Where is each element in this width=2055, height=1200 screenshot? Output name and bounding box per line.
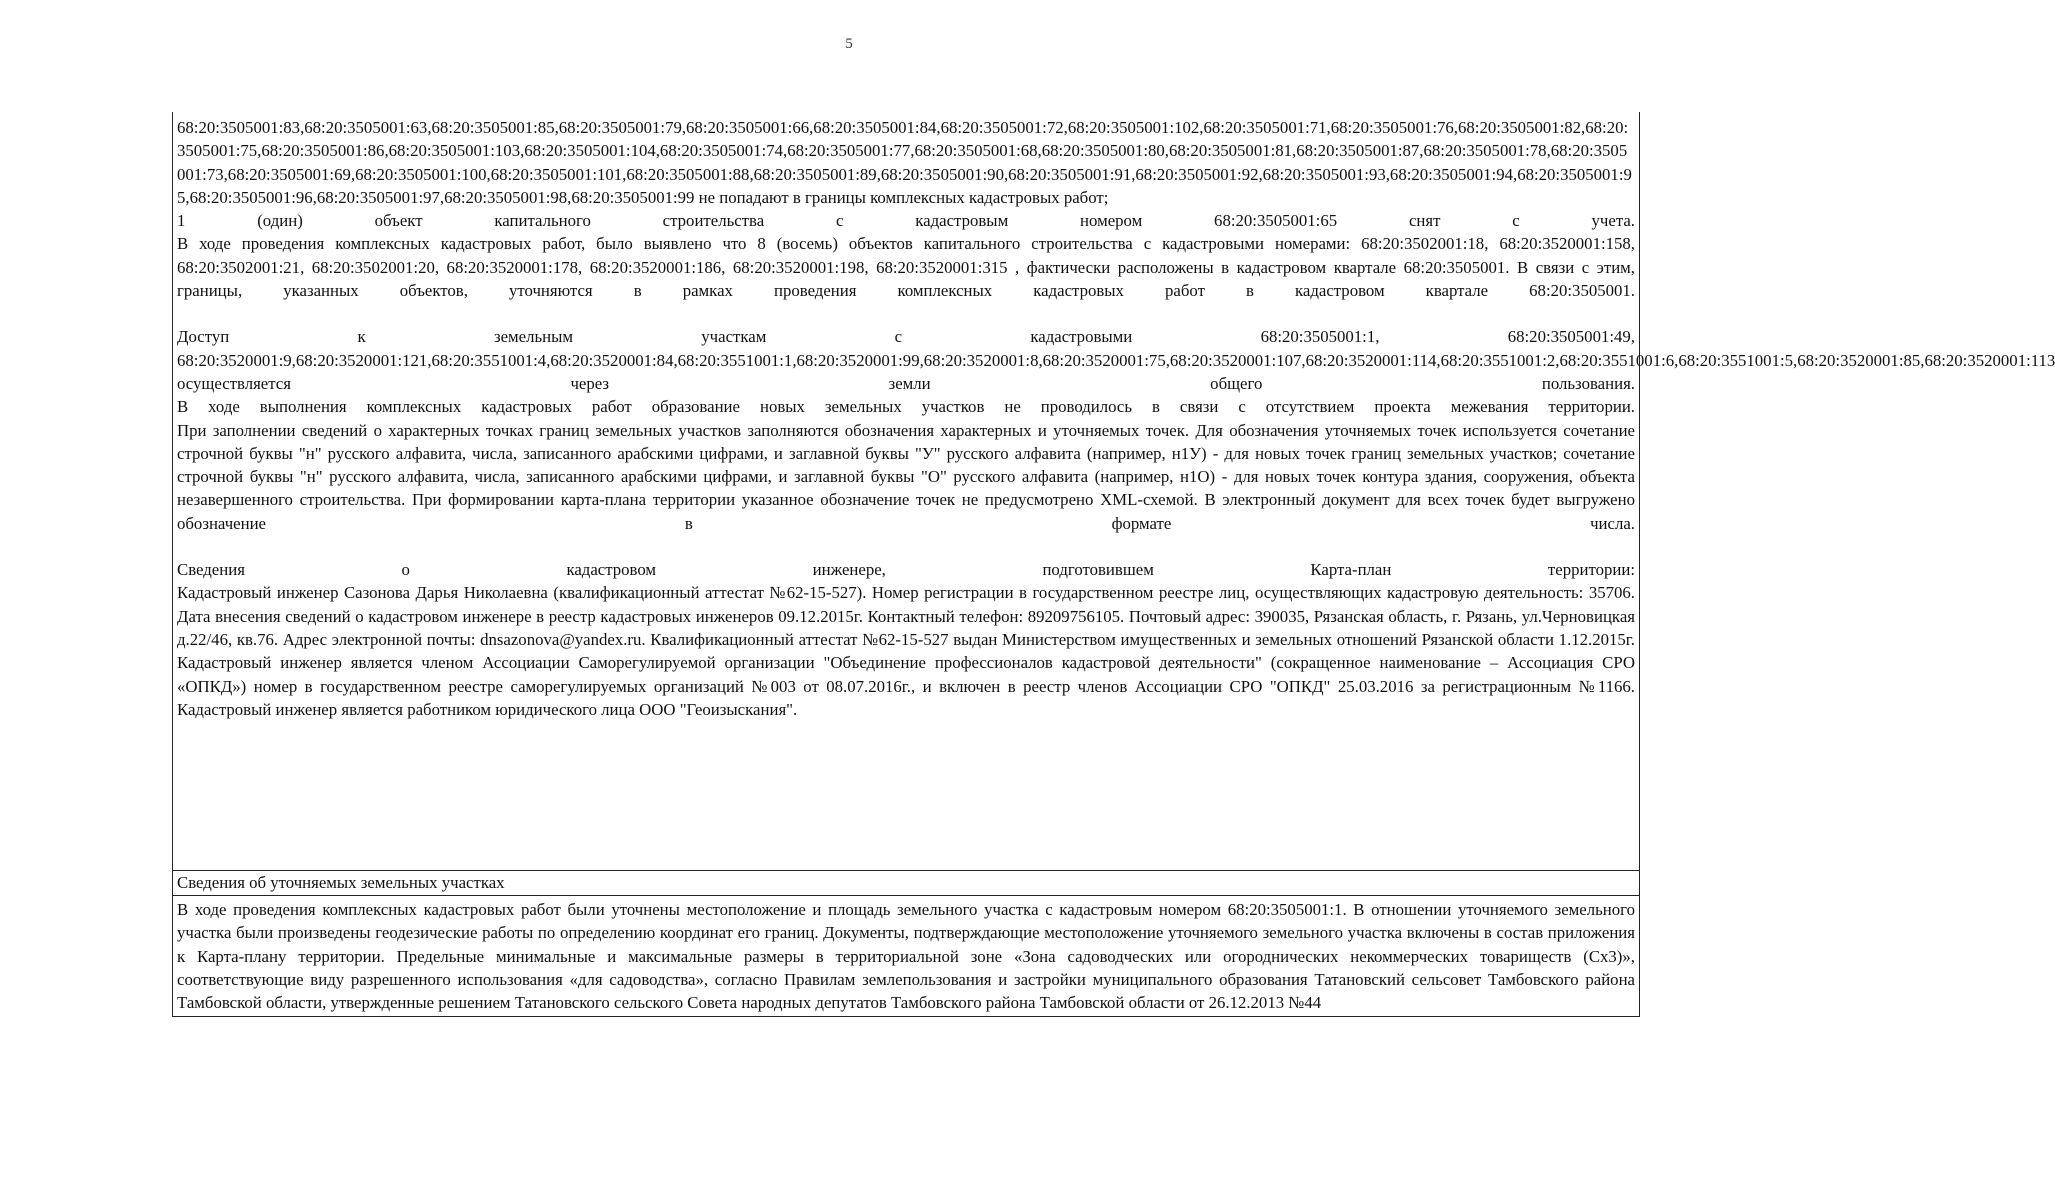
- refined-parcels-section: [173, 896, 1639, 1016]
- no-new-parcels-paragraph: В ходе выполнения комплексных кадастровых работ образование новых земельных участков не проводилось в связи с отсутствием проекта межевания территории.: [177, 397, 1635, 417]
- removed-object-paragraph: 1 (один) объект капитального строительства с кадастровым номером 68:20:3505001:65 снят с учета.: [177, 211, 1635, 231]
- access-paragraph: Доступ к земельным участкам с кадастровыми 68:20:3505001:1, 68:20:3505001:49, 68:20:3520001:9,68:20:3520001:121,68:20:3551001:4,68:20:3520001:84,68:20:3551001:1,68:20:3520001:99,68:20:3520001:8,68:20:3520001:75,68:20:3520001:107,68:20:3520001:114,68:20:3551001:2,68:20:3551001:6,68:20:3551001:5,68:20:3520001:85,68:20:3520001:113 осуществляется через земли общего пользования.: [177, 327, 2055, 393]
- engineer-heading: Сведения о кадастровом инженере, подготовившем Карта-план территории:: [177, 560, 1635, 580]
- refined-parcels-paragraph: В ходе проведения комплексных кадастровых работ были уточнены местоположение и площадь земельного участка с кадастровым номером 68:20:3505001:1. В отношении уточняемого земельного участка были произведены геодезические работы по определению координат его границ. Документы, подтверждающие местоположение уточняемого земельного участка включены в состав приложения к Карта-плану территории. Предельные минимальные и максимальные размеры в территориальной зоне «Зона садоводческих или огороднических некоммерческих товариществ (Сх3)», соответствующие виду разрешенного использования «для садоводства», согласно Правилам землепользования и застройки муниципального образования Татановский сельсовет Тамбовского района Тамбовской области, утвержденные решением Татановского сельского Совета народных депутатов Тамбовского района Тамбовской области от 26.12.2013 №44: [177, 900, 1635, 1013]
- points-notation-paragraph: При заполнении сведений о характерных точках границ земельных участков заполняются обозначения характерных и уточняемых точек. Для обозначения уточняемых точек используется сочетание строчной буквы "н" русского алфавита, числа, записанного арабскими цифрами, и заглавной буквы "У" русского алфавита (например, н1У) - для новых точек границ земельных участков; сочетание строчной буквы "н" русского алфавита, числа, записанного арабскими цифрами, и заглавной буквы "О" русского алфавита (например, н1О) - для новых точек контура здания, сооружения, объекта незавершенного строительства. При формировании карта-плана территории указанное обозначение точек не предусмотрено XML-схемой. В электронный документ для всех точек будет выгружено обозначение в формате числа.: [177, 420, 1635, 533]
- refined-parcels-title: Сведения об уточняемых земельных участках: [173, 870, 1639, 896]
- identified-objects-paragraph: В ходе проведения комплексных кадастровых работ, было выявлено что 8 (восемь) объектов капитального строительства с кадастровыми номерами: 68:20:3502001:18, 68:20:3520001:158, 68:20:3502001:21, 68:20:3502001:20, 68:20:3520001:178, 68:20:3520001:186, 68:20:3520001:198, 68:20:3520001:315 , фактически расположены в кадастровом квартале 68:20:3505001. В связи с этим, границы, указанных объектов, уточняются в рамках проведения комплексных кадастровых работ в кадастровом квартале 68:20:3505001.: [177, 234, 1635, 301]
- engineer-details-paragraph: Кадастровый инженер Сазонова Дарья Николаевна (квалификационный аттестат №62-15-527). Номер регистрации в государственном реестре лиц, осуществляющих кадастровую деятельность: 35706. Дата внесения сведений о кадастровом инженере в реестр кадастровых инженеров 09.12.2015г. Контактный телефон: 89209756105. Почтовый адрес: 390035, Рязанская область, г. Рязань, ул.Черновицкая д.22/46, кв.76. Адрес электронной почты: dnsazonova@yandex.ru. Квалификационный аттестат №62-15-527 выдан Министерством имущественных и земельных отношений Рязанской области 1.12.2015г. Кадастровый инженер является членом Ассоциации Саморегулируемой организации "Объединение профессионалов кадастровой деятельности" (сокращенное наименование – Ассоциация СРО «ОПКД») номер в государственном реестре саморегулируемых организаций №003 от 08.07.2016г., и включен в реестр членов Ассоциации СРО "ОПКД" 25.03.2016 за регистрационным №1166. Кадастровый инженер является работником юридического лица ООО "Геоизыскания".: [177, 583, 1635, 719]
- document-frame: [172, 112, 2055, 1017]
- main-text-section: [173, 112, 2055, 870]
- paragraph-gap: [177, 535, 1635, 558]
- page-number: 5: [845, 36, 853, 52]
- paragraph-gap: [177, 302, 1635, 325]
- cadastral-list-paragraph: 68:20:3505001:83,68:20:3505001:63,68:20:3505001:85,68:20:3505001:79,68:20:3505001:66,68:20:3505001:84,68:20:3505001:72,68:20:3505001:102,68:20:3505001:71,68:20:3505001:76,68:20:3505001:82,68:20:3505001:75,68:20:3505001:86,68:20:3505001:103,68:20:3505001:104,68:20:3505001:74,68:20:3505001:77,68:20:3505001:68,68:20:3505001:80,68:20:3505001:81,68:20:3505001:87,68:20:3505001:78,68:20:3505001:73,68:20:3505001:69,68:20:3505001:100,68:20:3505001:101,68:20:3505001:88,68:20:3505001:89,68:20:3505001:90,68:20:3505001:91,68:20:3505001:92,68:20:3505001:93,68:20:3505001:94,68:20:3505001:95,68:20:3505001:96,68:20:3505001:97,68:20:3505001:98,68:20:3505001:99 не попадают в границы комплексных кадастровых работ;: [177, 118, 1632, 207]
